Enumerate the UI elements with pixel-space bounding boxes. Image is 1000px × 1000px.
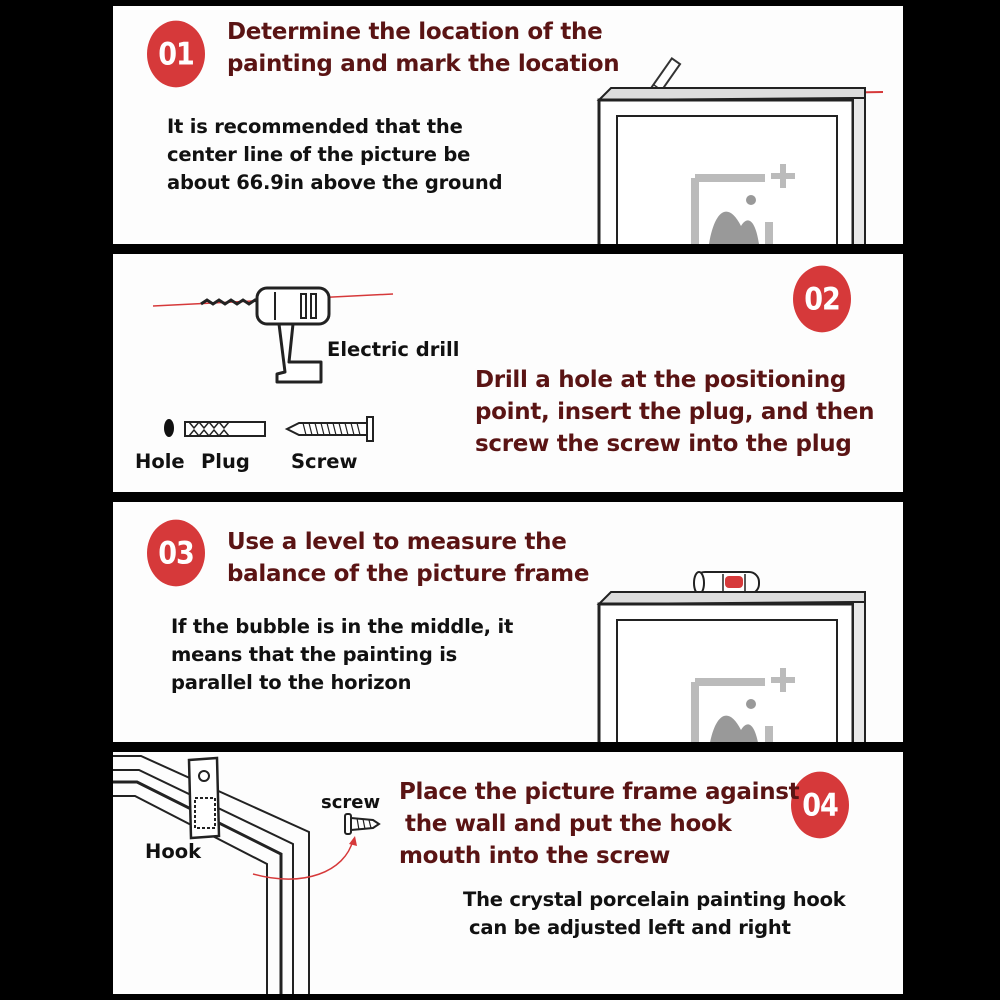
hardware-illustration <box>159 414 389 444</box>
step-description <box>171 613 513 697</box>
hole-icon <box>164 419 174 437</box>
step-title-line: Use a level to measure the <box>227 529 567 555</box>
wall-plug-icon <box>185 422 265 436</box>
step-number-badge: 03 <box>147 520 205 587</box>
plug-label: Plug <box>201 450 250 473</box>
screw-label: screw <box>321 792 381 813</box>
step-04-panel <box>113 752 903 994</box>
step-description <box>463 886 846 942</box>
step-title-line: mouth into the screw <box>399 843 671 869</box>
screw-icon <box>287 417 373 441</box>
hook-label: Hook <box>145 840 202 863</box>
step-title-line: the wall and put the hook <box>405 811 732 837</box>
step-title-line: balance of the picture frame <box>227 561 590 587</box>
hook-icon <box>189 758 219 838</box>
step-title <box>227 16 619 80</box>
step-01-panel <box>113 6 903 244</box>
step-title-line: Place the picture frame against <box>399 779 800 805</box>
step-03-panel <box>113 502 903 742</box>
step-title <box>475 364 874 460</box>
step-description-line: center line of the picture be <box>167 143 471 166</box>
step-title-line: Drill a hole at the positioning <box>475 367 847 393</box>
hole-label: Hole <box>135 450 185 473</box>
electric-drill-icon <box>153 282 393 392</box>
step-number-badge: 01 <box>147 21 205 88</box>
step-description-line: The crystal porcelain painting hook <box>463 888 846 911</box>
step-title-line: point, insert the plug, and then <box>475 399 875 425</box>
step-description-line: parallel to the horizon <box>171 671 412 694</box>
picture-frame-icon <box>599 592 869 742</box>
screw-icon <box>345 814 379 834</box>
step-description <box>167 113 502 197</box>
step-number-badge: 04 <box>791 772 849 839</box>
step-title-line: Determine the location of the <box>227 19 603 45</box>
step-number-badge: 02 <box>793 266 851 333</box>
step-description-line: can be adjusted left and right <box>469 916 791 939</box>
step-description-line: It is recommended that the <box>167 115 463 138</box>
curved-arrow-icon <box>233 810 393 890</box>
step-title-line: screw the screw into the plug <box>475 431 852 457</box>
step-title-line: painting and mark the location <box>227 51 620 77</box>
step-title <box>227 526 589 590</box>
step-02-panel <box>113 254 903 492</box>
screw-label: Screw <box>291 450 358 473</box>
picture-frame-icon <box>599 88 869 244</box>
step-description-line: about 66.9in above the ground <box>167 171 503 194</box>
step-description-line: means that the painting is <box>171 643 458 666</box>
drill-label: Electric drill <box>327 338 460 361</box>
step-title <box>399 776 799 872</box>
step-description-line: If the bubble is in the middle, it <box>171 615 514 638</box>
